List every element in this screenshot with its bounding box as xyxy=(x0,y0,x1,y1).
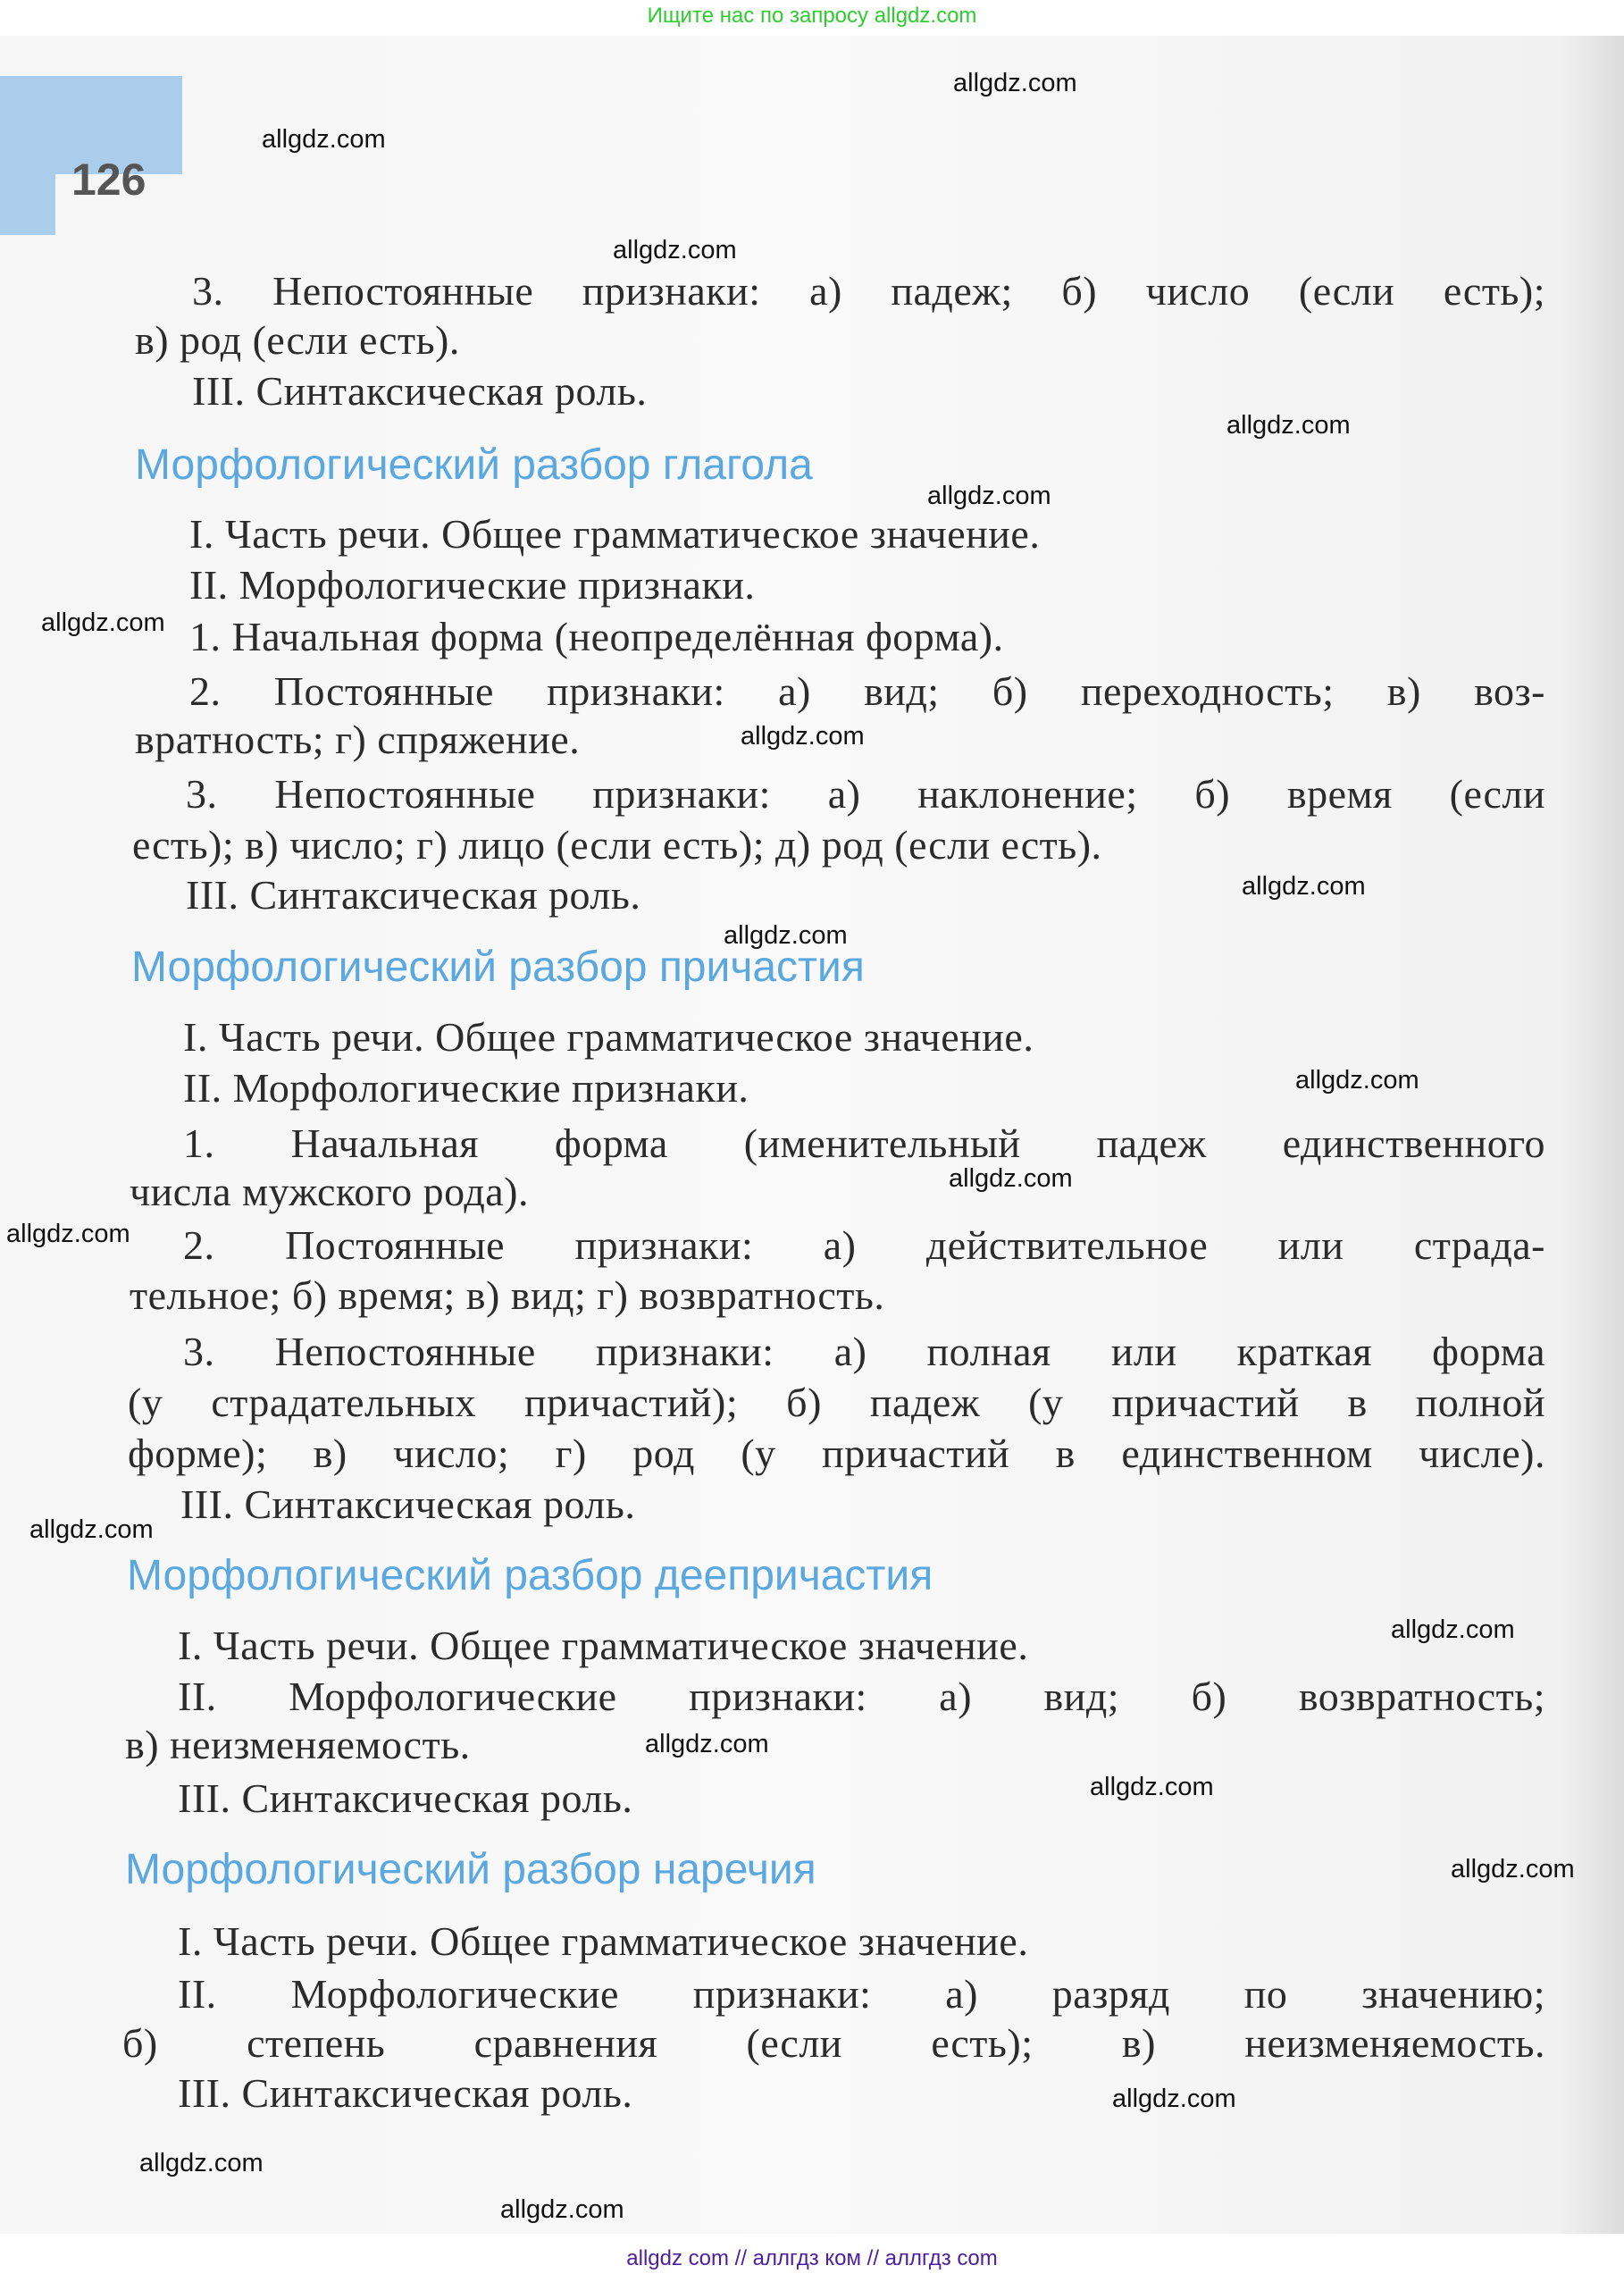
watermark-text: allgdz.com xyxy=(741,722,865,751)
text-line: есть); в) число; г) лицо (если есть); д) род (если есть). xyxy=(132,822,1102,868)
text-line: б) степень сравнения (если есть); в) неизменяемость. xyxy=(122,2020,1545,2066)
watermark-text: allgdz.com xyxy=(1391,1615,1515,1644)
text-line: тельное; б) время; в) вид; г) возвратность. xyxy=(130,1272,885,1318)
text-line: в) неизменяемость. xyxy=(125,1722,471,1767)
text-line: 3. Непостоянные признаки: а) падеж; б) число (если есть); xyxy=(192,268,1545,314)
section-heading: Морфологический разбор причастия xyxy=(131,944,865,991)
watermark-text: allgdz.com xyxy=(613,236,737,264)
watermark-text: allgdz.com xyxy=(1226,411,1351,440)
text-line: II. Морфологические признаки: а) разряд по значению; xyxy=(178,1971,1545,2017)
watermark-text: allgdz.com xyxy=(953,69,1077,97)
text-line: I. Часть речи. Общее грамматическое значение. xyxy=(189,511,1041,557)
text-line: 2. Постоянные признаки: а) действительное или страда- xyxy=(183,1222,1545,1268)
watermark-text: allgdz.com xyxy=(645,1730,769,1758)
section-heading: Морфологический разбор деепричастия xyxy=(127,1552,933,1599)
watermark-text: allgdz.com xyxy=(262,125,386,154)
text-line: числа мужского рода). xyxy=(130,1169,529,1214)
text-line: в) род (если есть). xyxy=(135,317,460,363)
text-line: 3. Непостоянные признаки: а) полная или краткая форма xyxy=(183,1329,1545,1374)
text-line: III. Синтаксическая роль. xyxy=(180,1481,636,1527)
watermark-text: allgdz.com xyxy=(1451,1855,1575,1883)
text-line: (у страдательных причастий); б) падеж (у причастий в полной xyxy=(128,1380,1545,1425)
text-line: 1. Начальная форма (неопределённая форма). xyxy=(189,614,1004,659)
text-line: форме); в) число; г) род (у причастий в единственном числе). xyxy=(128,1430,1545,1476)
watermark-text: allgdz.com xyxy=(724,921,848,950)
watermark-text: allgdz.com xyxy=(1090,1773,1214,1801)
text-line: III. Синтаксическая роль. xyxy=(178,1775,633,1821)
text-line: III. Синтаксическая роль. xyxy=(192,368,648,414)
watermark-text: allgdz.com xyxy=(927,482,1051,510)
page-number: 126 xyxy=(71,155,146,205)
watermark-text: allgdz.com xyxy=(29,1515,154,1544)
watermark-text: allgdz.com xyxy=(1112,2085,1236,2113)
section-heading: Морфологический разбор наречия xyxy=(125,1846,816,1893)
watermark-text: allgdz.com xyxy=(1242,872,1366,901)
text-line: 1. Начальная форма (именительный падеж единственного xyxy=(183,1120,1545,1166)
page-corner-decoration-lower xyxy=(0,174,55,235)
text-line: I. Часть речи. Общее грамматическое значение. xyxy=(178,1623,1029,1668)
watermark-text: allgdz.com xyxy=(6,1220,130,1248)
text-line: II. Морфологические признаки: а) вид; б) возвратность; xyxy=(178,1674,1545,1719)
text-line: I. Часть речи. Общее грамматическое значение. xyxy=(183,1014,1034,1060)
section-heading: Морфологический разбор глагола xyxy=(135,441,813,489)
watermark-text: allgdz.com xyxy=(41,608,165,637)
text-line: II. Морфологические признаки. xyxy=(183,1065,749,1111)
text-line: II. Морфологические признаки. xyxy=(189,562,756,608)
watermark-text: allgdz.com xyxy=(1295,1066,1419,1095)
watermark-text: allgdz.com xyxy=(139,2149,264,2177)
text-line: вратность; г) спряжение. xyxy=(135,717,581,762)
text-line: 3. Непостоянные признаки: а) наклонение; б) время (если xyxy=(186,771,1545,817)
text-line: I. Часть речи. Общее грамматическое значение. xyxy=(178,1918,1029,1964)
text-line: 2. Постоянные признаки: а) вид; б) переходность; в) воз- xyxy=(189,668,1545,714)
text-line: III. Синтаксическая роль. xyxy=(178,2070,633,2116)
text-line: III. Синтаксическая роль. xyxy=(186,872,641,918)
top-search-banner: Ищите нас по запросу allgdz.com xyxy=(647,4,977,28)
watermark-text: allgdz.com xyxy=(949,1164,1073,1193)
bottom-banner: allgdz com // аллгдз ком // аллгдз com xyxy=(626,2246,998,2270)
watermark-text: allgdz.com xyxy=(500,2195,624,2224)
